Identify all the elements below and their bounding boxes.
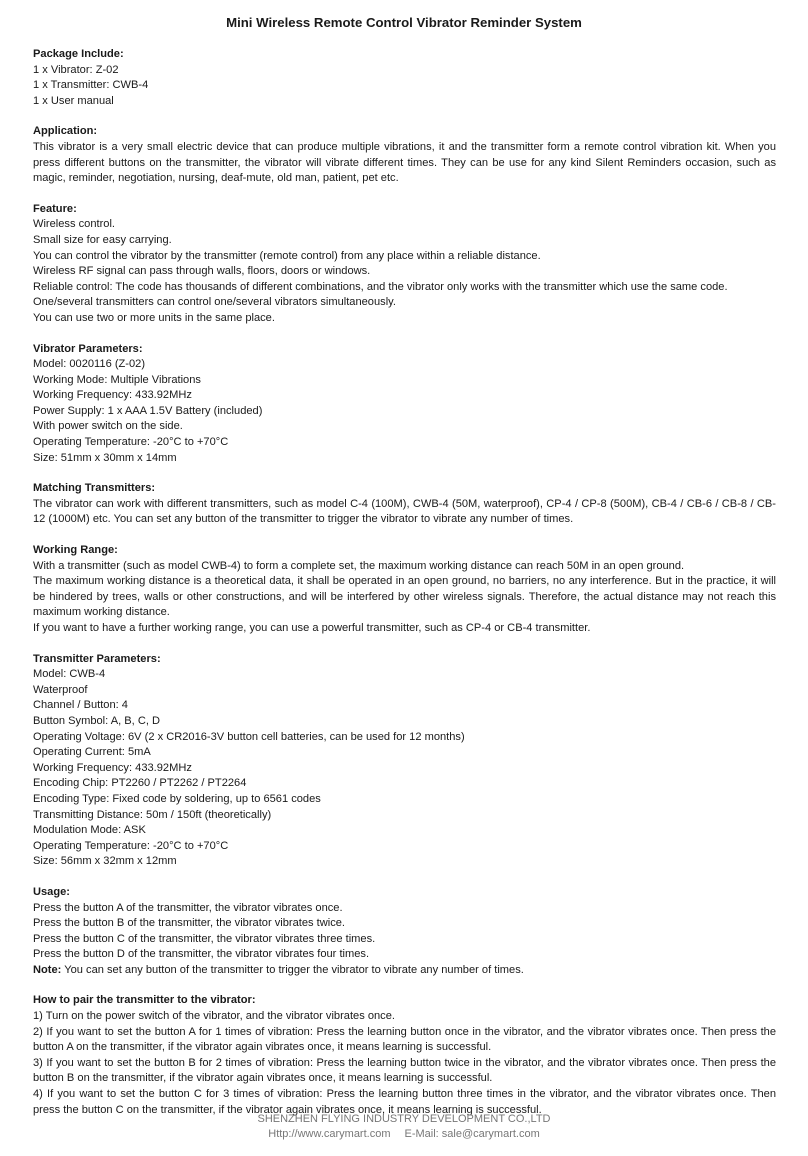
feature-line: One/several transmitters can control one/several vibrators simultaneously. — [33, 296, 396, 309]
package-line: 1 x Vibrator: Z-02 — [33, 63, 119, 76]
transmitter-parameter: Operating Temperature: -20°C to +70°C — [33, 839, 229, 852]
working-range-paragraph: The maximum working distance is a theoretical data, it shall be operated in an open ground, no barriers, no any interference. But in the practice, it will be hindered by trees, walls or other constructions, and will be interfered by other wireless signals. Therefore, the actual distance may not reach this maximum working distance. — [33, 575, 776, 619]
transmitter-parameter: Encoding Chip: PT2260 / PT2262 / PT2264 — [33, 777, 247, 790]
package-line: 1 x Transmitter: CWB-4 — [33, 79, 149, 92]
vibrator-parameter: Operating Temperature: -20°C to +70°C — [33, 436, 229, 449]
feature-line: You can use two or more units in the same place. — [33, 311, 275, 324]
vibrator-parameter: Working Mode: Multiple Vibrations — [33, 373, 201, 386]
transmitter-parameter: Encoding Type: Fixed code by soldering, up to 6561 codes — [33, 792, 321, 805]
vibrator-parameter: With power switch on the side. — [33, 420, 183, 433]
transmitter-parameters-section — [33, 652, 776, 870]
application-section — [33, 124, 776, 186]
transmitter-parameter: Transmitting Distance: 50m / 150ft (theoretically) — [33, 808, 272, 821]
feature-line: Reliable control: The code has thousands of different combinations, and the vibrator only works with the transmitter which use the same code. — [33, 280, 728, 293]
vibrator-parameters-heading: Vibrator Parameters: — [33, 342, 143, 355]
usage-line: Press the button C of the transmitter, the vibrator vibrates three times. — [33, 932, 376, 945]
pairing-section — [33, 993, 776, 1118]
pairing-step: 4) If you want to set the button C for 3 times of vibration: Press the learning button three times in the vibrator, and the vibrator vibrates once. Then press the button C on the transmitter, if the vibrator again vibrates once, it means learning is successful. — [33, 1088, 776, 1116]
vibrator-parameter: Working Frequency: 433.92MHz — [33, 389, 192, 402]
feature-line: Wireless control. — [33, 218, 115, 231]
footer-email-link[interactable]: E-Mail: sale@carymart.com — [404, 1127, 540, 1140]
package-heading: Package Include: — [33, 48, 124, 60]
page-title: Mini Wireless Remote Control Vibrator Reminder System — [226, 15, 582, 30]
usage-line: Press the button D of the transmitter, the vibrator vibrates four times. — [33, 948, 370, 961]
transmitter-parameter: Working Frequency: 433.92MHz — [33, 761, 192, 774]
vibrator-parameter: Power Supply: 1 x AAA 1.5V Battery (included) — [33, 404, 263, 417]
vibrator-parameters-section — [33, 342, 776, 467]
usage-section — [33, 885, 776, 979]
transmitter-parameter: Size: 56mm x 32mm x 12mm — [33, 855, 177, 868]
matching-transmitters-text: The vibrator can work with different transmitters, such as model C-4 (100M), CWB-4 (50M, waterproof), CP-4 / CP-8 (500M), CB-4 / CB-6 / CB-8 / CB-12 (1000M) etc. You can set any button of the transmitter to trigger the vibrator to vibrate any number of times. — [33, 497, 776, 526]
pairing-step: 3) If you want to set the button B for 2 times of vibration: Press the learning button twice in the vibrator, and the vibrator vibrates once. Then press the button B on the transmitter, if the vibrator again vibrates once, it means learning is successful. — [33, 1056, 776, 1085]
application-text: This vibrator is a very small electric device that can produce multiple vibrations, it and the transmitter form a remote control vibration kit. When you press different buttons on the transmitter, the vibrator will vibrate different times. They can be use for any kind Silent Reminders occasion, such as magic, reminder, negotiation, nursing, deaf-mute, old man, patient, pet etc. — [33, 140, 776, 185]
transmitter-parameter: Channel / Button: 4 — [33, 699, 128, 712]
pairing-heading: How to pair the transmitter to the vibrator: — [33, 994, 256, 1007]
working-range-paragraph: If you want to have a further working range, you can use a powerful transmitter, such as CP-4 or CB-4 transmitter. — [33, 622, 591, 634]
usage-line: Press the button A of the transmitter, the vibrator vibrates once. — [33, 901, 343, 914]
transmitter-parameter: Waterproof — [33, 683, 88, 696]
footer-company: SHENZHEN FLYING INDUSTRY DEVELOPMENT CO.,LTD — [257, 1113, 551, 1125]
application-heading: Application: — [33, 125, 98, 138]
document-body — [33, 47, 776, 1133]
working-range-section — [33, 543, 776, 637]
feature-section — [33, 202, 776, 327]
page-footer — [0, 1112, 808, 1141]
feature-line: Wireless RF signal can pass through walls, floors, doors or windows. — [33, 265, 371, 278]
pairing-step: 1) Turn on the power switch of the vibrator, and the vibrator vibrates once. — [33, 1010, 395, 1023]
transmitter-parameter: Operating Current: 5mA — [33, 746, 151, 759]
usage-note — [33, 963, 776, 979]
usage-line: Press the button B of the transmitter, the vibrator vibrates twice. — [33, 917, 346, 930]
transmitter-parameter: Model: CWB-4 — [33, 668, 106, 681]
footer-contact — [0, 1127, 808, 1142]
feature-line: You can control the vibrator by the transmitter (remote control) from any place within a reliable distance. — [33, 249, 541, 262]
feature-line: Small size for easy carrying. — [33, 233, 172, 246]
package-line: 1 x User manual — [33, 94, 114, 107]
vibrator-parameter: Model: 0020116 (Z-02) — [33, 358, 146, 371]
transmitter-parameter: Modulation Mode: ASK — [33, 824, 146, 837]
usage-note-label: Note: — [33, 963, 62, 976]
usage-heading: Usage: — [33, 885, 70, 898]
feature-heading: Feature: — [33, 202, 77, 215]
transmitter-parameters-heading: Transmitter Parameters: — [33, 652, 161, 665]
footer-website-link[interactable]: Http://www.carymart.com — [268, 1127, 391, 1140]
package-section — [33, 47, 776, 109]
usage-note-text: You can set any button of the transmitter to trigger the vibrator to vibrate any number of times. — [61, 963, 524, 976]
matching-transmitters-heading: Matching Transmitters: — [33, 482, 156, 495]
vibrator-parameter: Size: 51mm x 30mm x 14mm — [33, 451, 177, 464]
working-range-heading: Working Range: — [33, 544, 118, 557]
pairing-step: 2) If you want to set the button A for 1 times of vibration: Press the learning button once in the vibrator, and the vibrator vibrates once. Then press the button A on the transmitter, if the vibrator again vibrates once, it means learning is successful. — [33, 1025, 776, 1054]
transmitter-parameter: Button Symbol: A, B, C, D — [33, 714, 161, 727]
matching-transmitters-section — [33, 481, 776, 528]
working-range-paragraph: With a transmitter (such as model CWB-4) to form a complete set, the maximum working distance can reach 50M in an open ground. — [33, 559, 685, 572]
transmitter-parameter: Operating Voltage: 6V (2 x CR2016-3V button cell batteries, can be used for 12 months) — [33, 730, 465, 743]
